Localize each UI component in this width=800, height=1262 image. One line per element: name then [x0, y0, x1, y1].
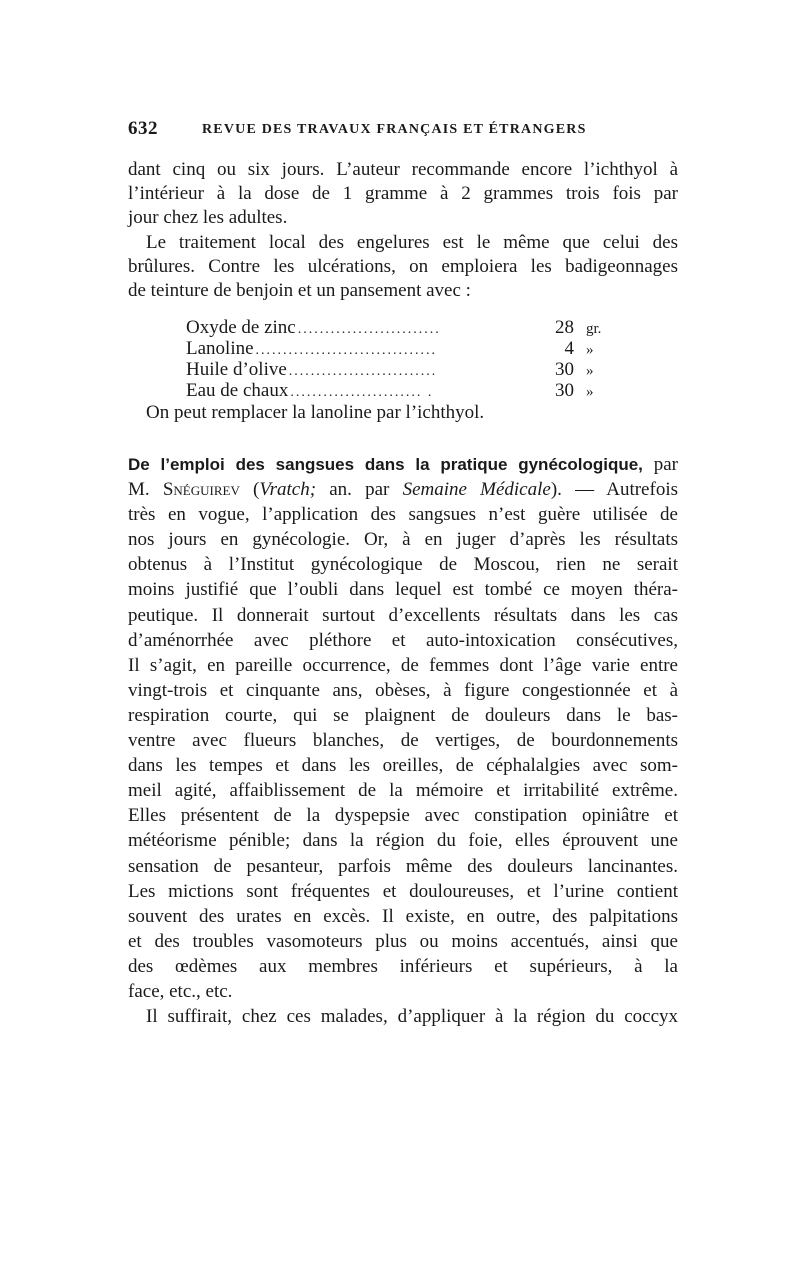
ingredient-name: Eau de chaux — [186, 380, 289, 401]
text-line: nos jours en gynécologie. Or, à en juger d’après les résultats — [128, 529, 678, 551]
text-line: brûlures. Contre les ulcérations, on emploiera les badigeonnages — [128, 255, 678, 277]
text-line: et des troubles vasomoteurs plus ou moins accentués, ainsi que — [128, 930, 678, 952]
text-line: peutique. Il donnerait surtout d’excellents résultats dans les cas — [128, 604, 678, 626]
ingredient-name: Oxyde de zinc — [186, 317, 296, 338]
text-line: dant cinq ou six jours. L’auteur recommande encore l’ichthyol à — [128, 159, 678, 180]
prescription-formula — [186, 317, 626, 401]
article-leeches — [128, 452, 678, 1029]
leader-dots: .......................... — [297, 322, 441, 337]
text-line: dans les tempes et dans les oreilles, de céphalalgies avec som- — [128, 755, 678, 777]
formula-row — [186, 338, 626, 359]
text-line: de teinture de benjoin et un pansement avec : — [128, 280, 471, 302]
text-line: vingt-trois et cinquante ans, obèses, à figure congestionnée et à — [128, 679, 678, 701]
text-line: jour chez les adultes. — [128, 207, 288, 229]
article-citation-line — [128, 477, 678, 502]
ingredient-quantity: 30 — [555, 359, 574, 380]
text-line: obtenus à l’Institut gynécologique de Moscou, rien ne serait — [128, 554, 678, 576]
leader-dots: ........................... — [288, 364, 438, 379]
page-header — [128, 118, 680, 142]
formula-row — [186, 359, 626, 380]
source-journal: Vratch; — [259, 479, 317, 501]
article-heading-line — [128, 452, 678, 477]
source-review: Semaine Médicale — [402, 479, 551, 501]
text-line: météorisme pénible; dans la région du foie, elles éprouvent une — [128, 830, 678, 852]
text-line: Les mictions sont fréquentes et douloureuses, et l’urine contient — [128, 880, 678, 902]
leader-dots: ................................. — [255, 343, 438, 358]
text-line: l’intérieur à la dose de 1 gramme à 2 grammes trois fois par — [128, 183, 678, 205]
ingredient-quantity: 4 — [564, 338, 574, 359]
text-line: très en vogue, l’application des sangsues n’est guère utilisée de — [128, 504, 678, 526]
text-line: Le traitement local des engelures est le même que celui des — [146, 231, 678, 253]
source-close: ). — Autrefois — [550, 479, 678, 501]
text-line: ventre avec flueurs blanches, de vertiges, de bourdonnements — [128, 730, 678, 752]
ingredient-unit: gr. — [586, 321, 602, 337]
article-title: De l’emploi des sangsues dans la pratique gynécologique, — [128, 455, 643, 474]
text-line: Elles présentent de la dyspepsie avec constipation opiniâtre et — [128, 805, 678, 827]
text-line: des œdèmes aux membres inférieurs et supérieurs, à la — [128, 955, 678, 977]
paragraph-ichthyol — [128, 158, 678, 303]
text-line: respiration courte, qui se plaignent de douleurs dans le bas- — [128, 704, 678, 726]
text-line: meil agité, affaiblissement de la mémoire et irritabilité extrême. — [128, 780, 678, 802]
ingredient-unit: » — [586, 363, 594, 379]
formula-row — [186, 317, 626, 338]
ingredient-name: Lanoline — [186, 338, 254, 359]
article-title-after: par — [642, 454, 678, 475]
source-open: ( — [239, 479, 260, 501]
ingredient-name: Huile d’olive — [186, 359, 287, 380]
leader-dots: ........................ . — [290, 385, 434, 400]
text-line: Il suffirait, chez ces malades, d’appliquer à la région du coccyx — [146, 1006, 678, 1028]
ingredient-quantity: 28 — [555, 317, 574, 338]
article-author: Snéguirev — [162, 479, 240, 501]
ingredient-unit: » — [586, 384, 594, 400]
page-number: 632 — [128, 118, 158, 139]
ingredient-unit: » — [586, 342, 594, 358]
author-prefix: M. — [128, 479, 163, 501]
text-line: face, etc., etc. — [128, 980, 233, 1002]
running-title: REVUE DES TRAVAUX FRANÇAIS ET ÉTRANGERS — [202, 122, 587, 137]
text-line: Il s’agit, en pareille occurrence, de femmes dont l’âge varie entre — [128, 654, 678, 676]
formula-row — [186, 380, 626, 401]
text-line: moins justifié que l’oubli dans lequel est tombé ce moyen théra- — [128, 579, 678, 601]
closing-line: On peut remplacer la lanoline par l’ichthyol. — [146, 402, 485, 423]
text-line: d’aménorrhée avec pléthore et auto-intoxication consécutives, — [128, 629, 678, 651]
text-line: souvent des urates en excès. Il existe, en outre, des palpitations — [128, 905, 678, 927]
text-line: sensation de pesanteur, parfois même des douleurs lancinantes. — [128, 855, 678, 877]
ingredient-quantity: 30 — [555, 380, 574, 401]
source-mid: an. par — [316, 479, 403, 501]
